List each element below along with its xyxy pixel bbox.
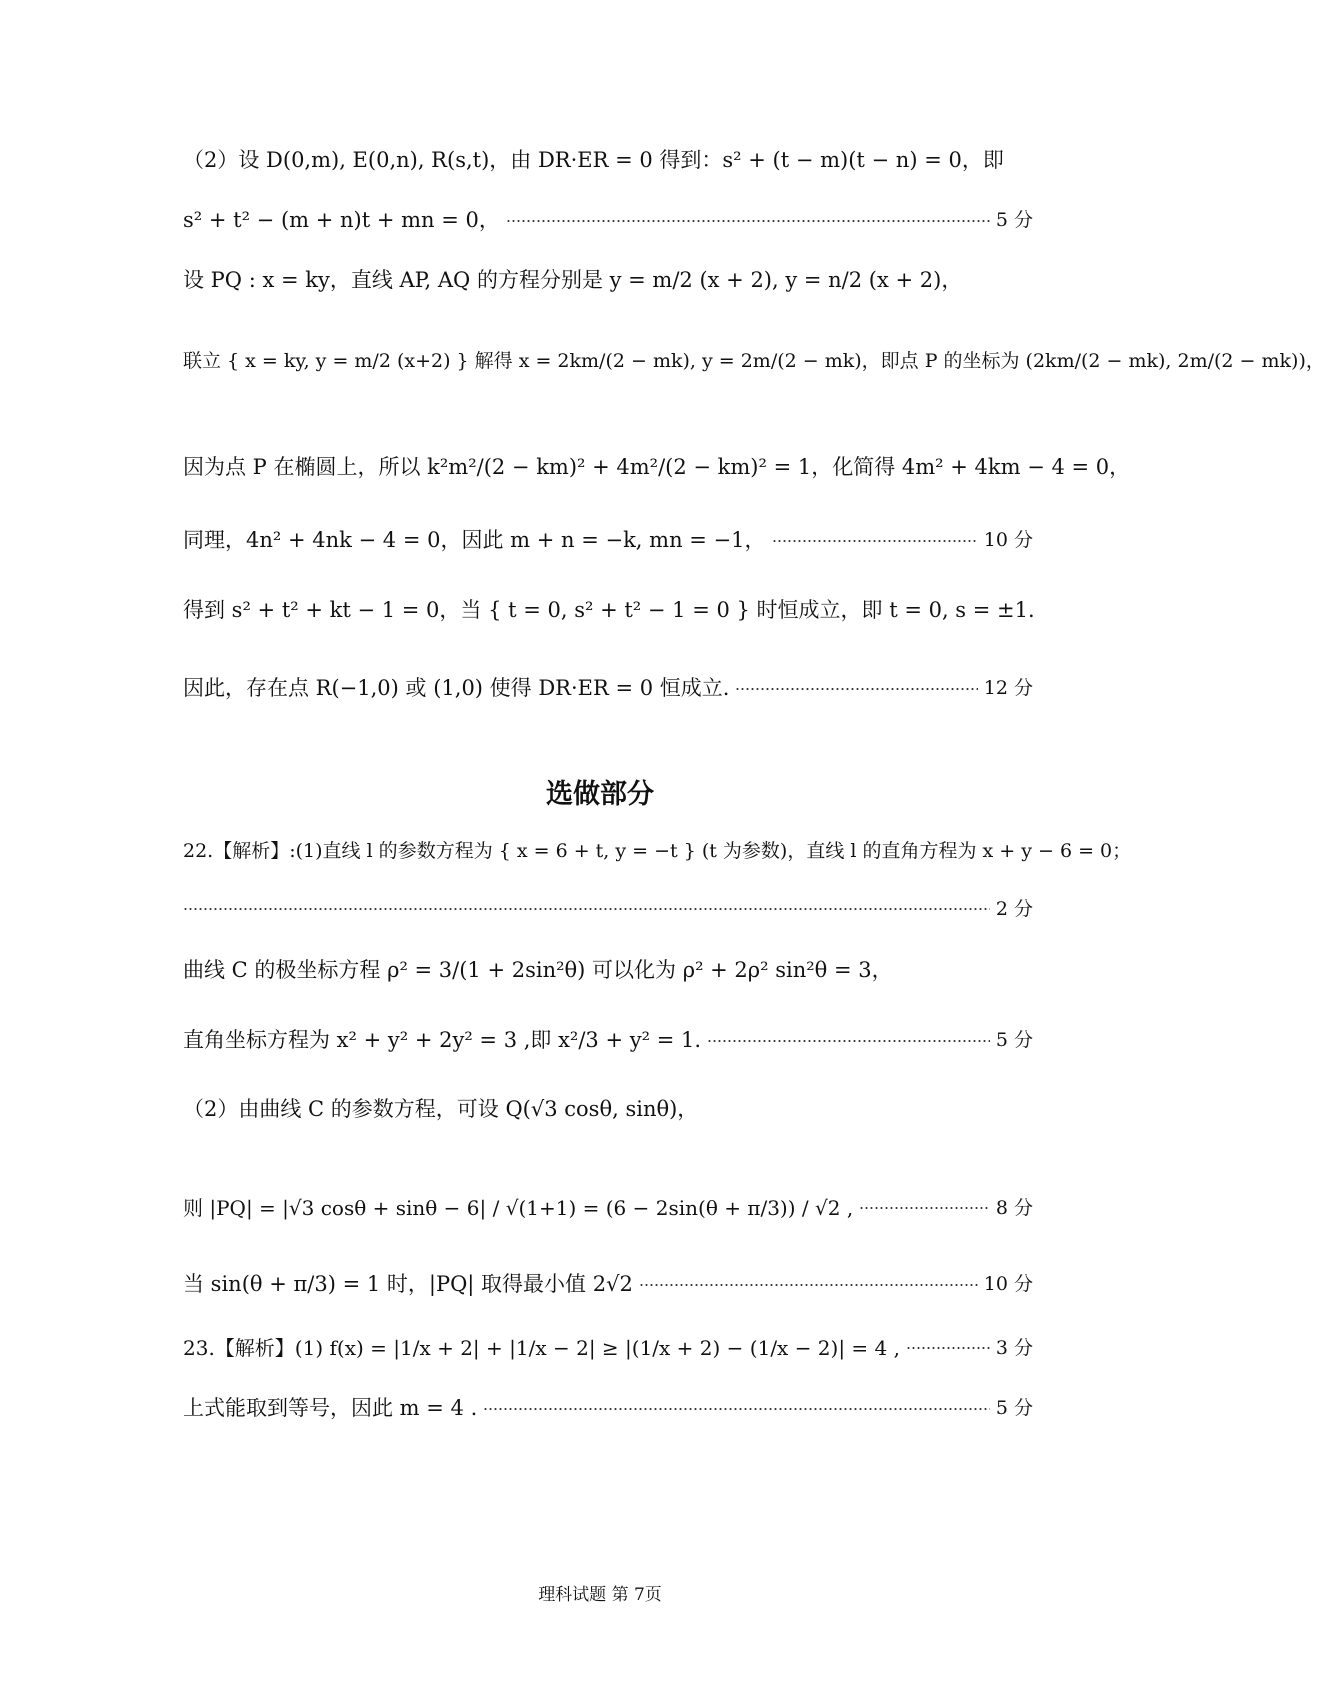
- line-text: 得到 s² + t² + kt − 1 = 0，当 { t = 0, s² + t² − 1 = 0 } 时恒成立，即 t = 0, s = ±1.: [183, 598, 1035, 622]
- text-line-4: [183, 350, 1325, 373]
- line-text: （2）设 D(0,m), E(0,n), R(s,t)，由 DR·ER = 0 得到：s² + (t − m)(t − n) = 0，即: [183, 148, 1004, 172]
- line-text: 同理，4n² + 4nk − 4 = 0，因此 m + n = −k, mn = −1，: [183, 528, 766, 552]
- leader-dots: [906, 1347, 990, 1349]
- score-label: 5 分: [995, 1397, 1033, 1420]
- line-text: 22.【解析】:(1)直线 l 的参数方程为 { x = 6 + t, y = −t } (t 为参数)，直线 l 的直角方程为 x + y − 6 = 0；: [183, 840, 1132, 862]
- text-line-11: [183, 958, 1033, 983]
- leader-dots: [183, 908, 990, 910]
- text-line-7: [183, 598, 1033, 623]
- text-line-10: [183, 898, 1033, 921]
- line-text: 直角坐标方程为 x² + y² + 2y² = 3 ,即 x²/3 + y² = 1.: [183, 1028, 701, 1052]
- text-line-2: [183, 208, 1033, 233]
- line-text: 因为点 P 在椭圆上，所以 k²m²/(2 − km)² + 4m²/(2 − km)² = 1，化简得 4m² + 4km − 4 = 0，: [183, 455, 1131, 479]
- text-line-12: [183, 1028, 1033, 1053]
- line-text: （2）由曲线 C 的参数方程，可设 Q(√3 cosθ, sinθ)，: [183, 1097, 699, 1121]
- text-line-1: [183, 148, 1033, 173]
- leader-dots: [639, 1284, 978, 1286]
- line-text: 设 PQ : x = ky，直线 AP, AQ 的方程分别是 y = m/2 (x + 2), y = n/2 (x + 2)，: [183, 268, 963, 292]
- score-label: 2 分: [995, 898, 1033, 920]
- line-text: 当 sin(θ + π/3) = 1 时，|PQ| 取得最小值 2√2: [183, 1272, 633, 1296]
- score-label: 10 分: [983, 529, 1033, 552]
- page-footer: 理科试题 第 7页: [538, 1585, 662, 1605]
- text-line-6: [183, 528, 1033, 553]
- score-label: 5 分: [995, 1029, 1033, 1052]
- leader-dots: [735, 688, 977, 690]
- text-line-16: [183, 1336, 1033, 1360]
- score-label: 10 分: [983, 1273, 1033, 1296]
- text-line-5: [183, 455, 1131, 480]
- score-label: 5 分: [995, 209, 1033, 232]
- leader-dots: [707, 1040, 990, 1042]
- text-line-13: [183, 1097, 1033, 1122]
- text-line-9: [183, 840, 1132, 863]
- text-line-3: [183, 268, 1033, 293]
- line-text: 则 |PQ| = |√3 cosθ + sinθ − 6| / √(1+1) = (6 − 2sin(θ + π/3)) / √2 ,: [183, 1196, 854, 1220]
- line-text: s² + t² − (m + n)t + mn = 0，: [183, 208, 500, 232]
- leader-dots: [483, 1408, 990, 1410]
- line-text: 23.【解析】(1) f(x) = |1/x + 2| + |1/x − 2| ≥ |(1/x + 2) − (1/x − 2)| = 4 ,: [183, 1336, 900, 1360]
- section-title: 选做部分: [546, 779, 654, 810]
- score-label: 3 分: [995, 1336, 1033, 1359]
- text-line-14: [183, 1196, 1033, 1220]
- leader-dots: [506, 220, 990, 222]
- score-label: 8 分: [995, 1196, 1033, 1219]
- score-label: 12 分: [983, 677, 1033, 700]
- text-line-8: [183, 676, 1033, 701]
- line-text: 因此，存在点 R(−1,0) 或 (1,0) 使得 DR·ER = 0 恒成立.: [183, 676, 730, 700]
- line-text: 联立 { x = ky, y = m/2 (x+2) } 解得 x = 2km/(2 − mk), y = 2m/(2 − mk)，即点 P 的坐标为 (2km/(2 − mk), 2m/(2 − mk))，: [183, 350, 1325, 372]
- text-line-17: [183, 1396, 1033, 1421]
- line-text: 上式能取到等号，因此 m = 4 .: [183, 1396, 478, 1420]
- leader-dots: [772, 540, 978, 542]
- line-text: 曲线 C 的极坐标方程 ρ² = 3/(1 + 2sin²θ) 可以化为 ρ² + 2ρ² sin²θ = 3，: [183, 958, 893, 982]
- leader-dots: [859, 1207, 990, 1209]
- text-line-15: [183, 1272, 1033, 1297]
